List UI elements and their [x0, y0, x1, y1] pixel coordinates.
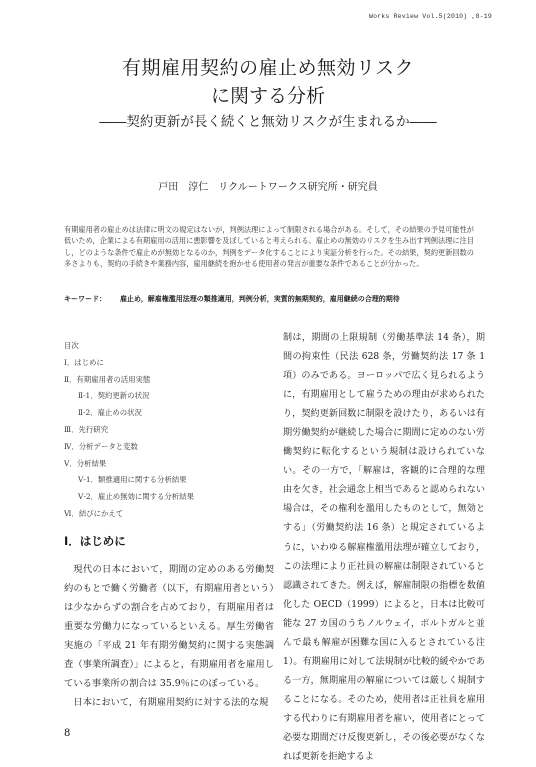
- body-paragraph: 日本において，有期雇用契約に対する法的な規: [73, 697, 269, 708]
- toc-item: Ⅱ-2．雇止めの状況: [78, 408, 142, 418]
- keywords-label: キーワード：: [64, 295, 106, 303]
- title-line-1: 有期雇用契約の雇止め無効リスク: [121, 57, 415, 79]
- abstract: 有期雇用者の雇止めは法律に明文の規定はないが，判例法理によって制限される場合がある。そして，その結果の予見可能性が低いため，企業による有期雇用の活用に悪影響を及ぼしていると考えられる。雇止めの無効のリスクを生み出す判例法理に注目し，どのような条件で雇止めが無効となるのか，判例をデータ化することにより実証分析を行った。その結果，契約更新回数の多さよりも，契約の手続きや業務内容，雇用継続を抱かせる使用者の発言が重要な条件であることが分かった。: [64, 225, 474, 268]
- toc-item: Ⅱ-1．契約更新の状況: [78, 391, 150, 401]
- toc-item: Ⅱ．有期雇用者の活用実態: [64, 374, 151, 384]
- toc-item: Ⅲ．先行研究: [64, 424, 109, 434]
- title-line-2: に関する分析: [210, 85, 325, 107]
- toc-item: Ⅴ-1．類推適用に関する分析結果: [78, 475, 187, 485]
- author-line: 戸田 淳仁 リクルートワークス研究所・研究員: [158, 182, 378, 193]
- body-column-right: [283, 329, 485, 767]
- keywords-list: 雇止め，解雇権濫用法理の類推適用，判例分析，実質的無期契約，雇用継続の合理的期待: [120, 295, 400, 303]
- toc-item: Ⅳ．分析データと変数: [64, 441, 138, 451]
- journal-reference: Works Review Vol.5(2010) ,8-19: [368, 13, 492, 20]
- body-paragraph: 制は，期間の上限規制（労働基準法 14 条），期間の拘束性（民法 628 条，労働契約法 17 条 1 項）のみである。ヨーロッパで広く見られるように，有期雇用として雇うための理由が求められたり，契約更新回数に制限を設けたり，あるいは有期労働契約が継続した場合に期間に定めのない労働契約に転化するという規制は設けられていない。その一方で，「解雇は，客観的に合理的な理由を欠き，社会通念上相当であると認められない場合は，その権利を濫用したものとして，無効とする」（労働契約法 16 条）と規定されているように，いわゆる解雇権濫用法理が確立しており，この法理により正社員の解雇は制限されていると認識されてきた。例えば，解雇制限の指標を数値化した OECD（1999）によると，日本は比較可能な 27 カ国のうちノルウェイ，ポルトガルと並んで最も解雇が困難な国に入るとされている注1）。有期雇用に対して法規制が比較的緩やかである一方，無期雇用の解雇については厳しく規制することになる。そのため，使用者は正社員を雇用する代わりに有期雇用者を雇い，使用者にとって必要な期間だけ反復更新し，その後必要がなくなれば更新を拒絶するよ: [283, 333, 485, 763]
- body-column-left: [64, 560, 274, 712]
- body-paragraph: 現代の日本において，期間の定めのある労働契約のもとで働く労働者（以下，有期雇用者という）は少なからずの割合を占めており，有期雇用者は重要な労働力になっているといえる。厚生労働省実施の「平成 21 年有期労働契約に関する実態調査（事業所調査）」によると，有期雇用者を雇用している事業所の割合は 35.9％にのぼっている。: [64, 564, 274, 689]
- article-subtitle: ――契約更新が長く続くと無効リスクが生まれるか――: [99, 114, 437, 130]
- section-heading: Ⅰ．はじめに: [64, 534, 126, 548]
- page-number: 8: [64, 728, 71, 739]
- toc-item: Ⅵ．結びにかえて: [64, 508, 124, 518]
- toc-heading: 目次: [64, 341, 79, 350]
- toc-item: Ⅴ．分析結果: [64, 458, 107, 468]
- article-title: [0, 54, 536, 133]
- keywords: [64, 294, 484, 304]
- toc-item: Ⅰ．はじめに: [64, 357, 104, 367]
- toc-item: Ⅴ-2．雇止め無効に関する分析結果: [78, 492, 195, 502]
- table-of-contents: [64, 338, 264, 523]
